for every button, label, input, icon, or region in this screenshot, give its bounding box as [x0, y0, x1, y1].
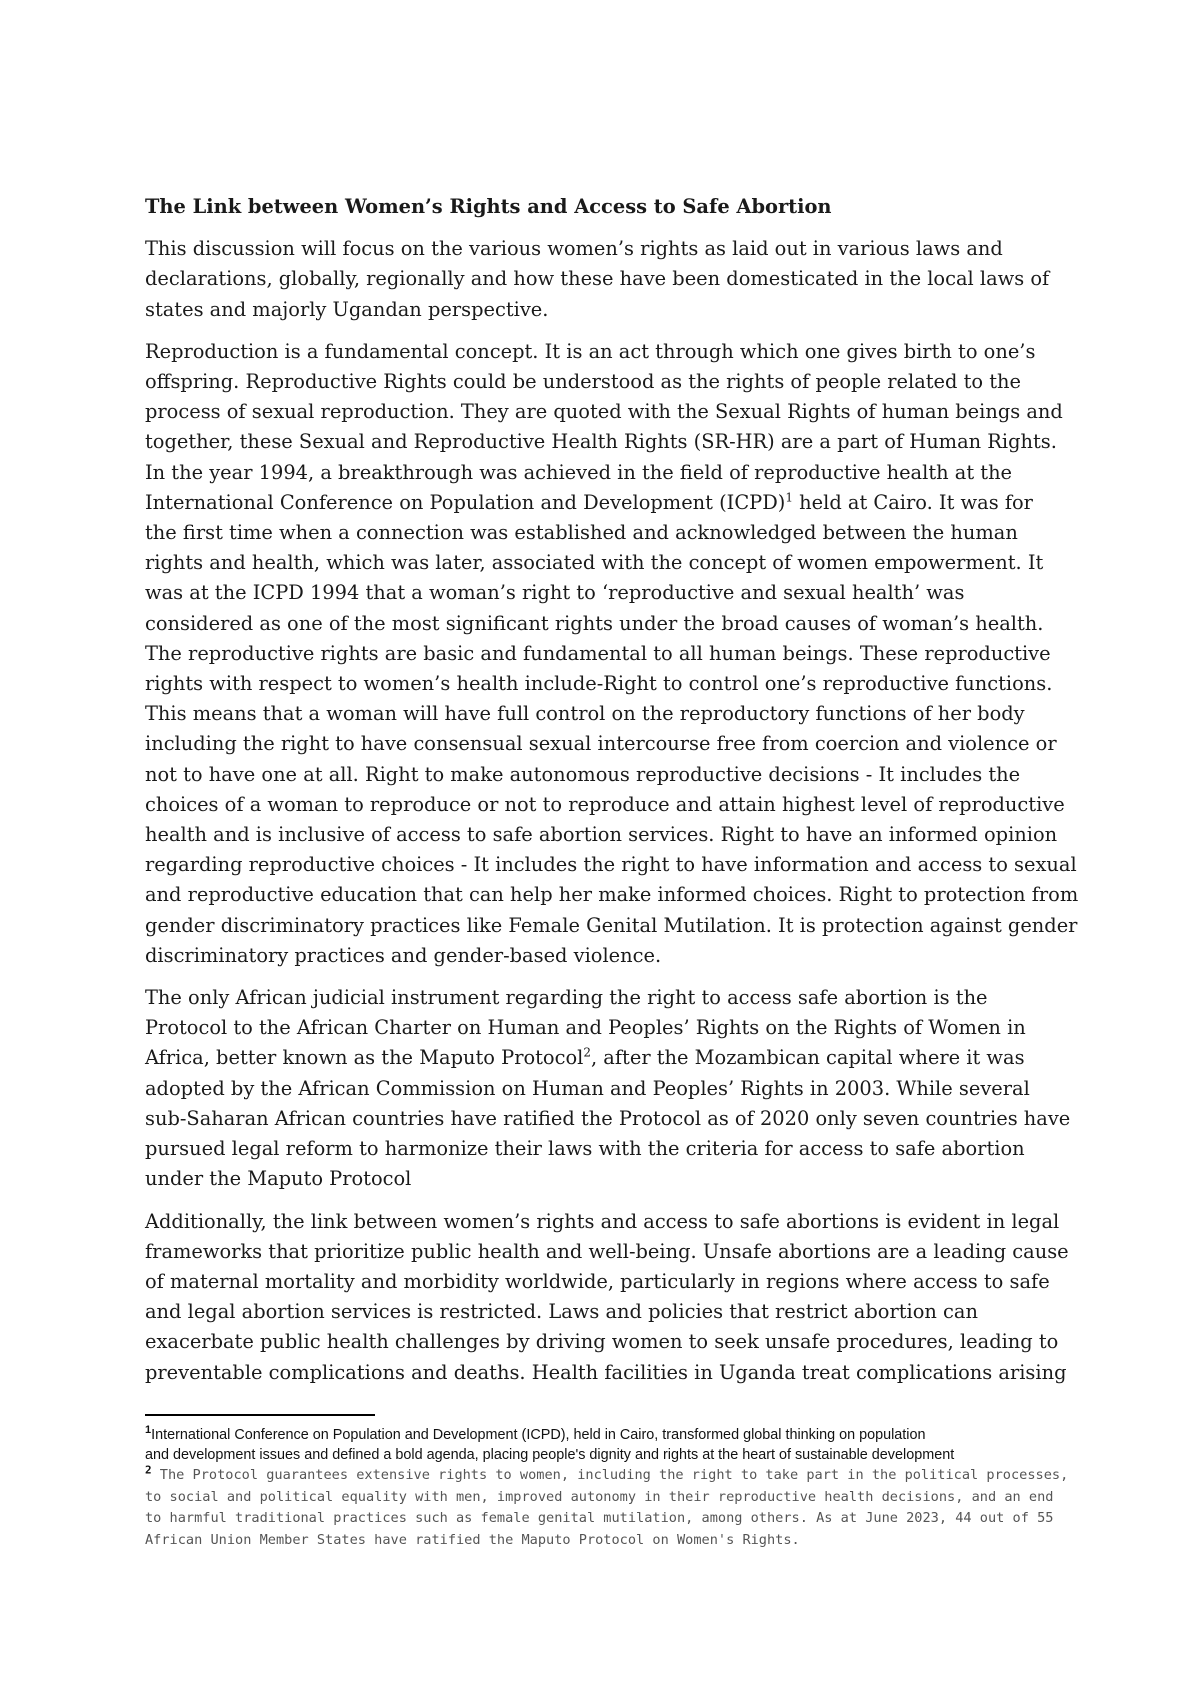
text-segment: held at Cairo. It was for	[792, 490, 1033, 514]
text-line: regarding reproductive choices - It includes the right to have information and access to sexual	[145, 853, 1077, 877]
footnotes	[145, 1426, 1075, 1551]
footnote-1	[145, 1426, 1075, 1465]
text-line: frameworks that prioritize public health and well-being. Unsafe abortions are a leading cause	[145, 1239, 1069, 1263]
footnote-number: 1	[145, 1424, 152, 1437]
paragraph-reproductive-rights	[145, 337, 1079, 971]
footnote-separator	[145, 1414, 375, 1416]
text-line: choices of a woman to reproduce or not to reproduce and attain highest level of reproductive	[145, 792, 1065, 816]
paragraph-maputo-protocol	[145, 983, 1075, 1194]
text-line: and legal abortion services is restricted. Laws and policies that restrict abortion can	[145, 1300, 978, 1324]
text-line: was at the ICPD 1994 that a woman’s right to ‘reproductive and sexual health’ was	[145, 581, 965, 605]
text-line: pursued legal reform to harmonize their laws with the criteria for access to safe abortion	[145, 1137, 1025, 1161]
text-segment: Africa, better known as the Maputo Protocol	[145, 1046, 584, 1070]
text-segment: International Conference on Population and Development (ICPD)	[145, 490, 786, 514]
text-line: declarations, globally, regionally and how these have been domesticated in the local laws of	[145, 267, 1050, 291]
text-line: of maternal mortality and morbidity worldwide, particularly in regions where access to safe	[145, 1269, 1050, 1293]
text-line: This means that a woman will have full control on the reproductory functions of her body	[145, 702, 1025, 726]
text-line: not to have one at all. Right to make autonomous reproductive decisions - It includes the	[145, 762, 1021, 786]
text-line: Reproduction is a fundamental concept. It is an act through which one gives birth to one’s	[145, 339, 1036, 363]
footnote-ref-2[interactable]: 2	[583, 1046, 591, 1061]
footnote-line: African Union Member States have ratified the Maputo Protocol on Women's Rights.	[145, 1531, 800, 1548]
document-title: The Link between Women’s Rights and Access to Safe Abortion	[145, 195, 832, 218]
text-line: In the year 1994, a breakthrough was achieved in the field of reproductive health at the	[145, 460, 1013, 484]
paragraph-public-health	[145, 1207, 1075, 1388]
footnote-text: The Protocol guarantees extensive rights to women, including the right to take part in the political processes,	[151, 1467, 1069, 1483]
text-line: This discussion will focus on the various women’s rights as laid out in various laws and	[145, 237, 1003, 261]
paragraph-intro	[145, 234, 1075, 325]
footnote-line: and development issues and defined a bold agenda, placing people's dignity and rights at the heart of sustainable development	[145, 1446, 955, 1463]
text-line: together, these Sexual and Reproductive Health Rights (SR-HR) are a part of Human Rights.	[145, 430, 1057, 454]
text-line: discriminatory practices and gender-based violence.	[145, 943, 662, 967]
text-line: the first time when a connection was established and acknowledged between the human	[145, 521, 1018, 545]
text-line: considered as one of the most significant rights under the broad causes of woman’s health.	[145, 611, 1044, 635]
footnote-text: International Conference on Population and Development (ICPD), held in Cairo, transformed global thinking on population	[151, 1427, 926, 1443]
text-line: under the Maputo Protocol	[145, 1167, 412, 1191]
text-line: The only African judicial instrument regarding the right to access safe abortion is the	[145, 986, 988, 1010]
text-line: Additionally, the link between women’s rights and access to safe abortions is evident in legal	[145, 1209, 1060, 1233]
footnote-line	[145, 1465, 1075, 1487]
footnote-number: 2	[145, 1463, 152, 1477]
document-body	[145, 192, 1079, 1400]
text-segment: , after the Mozambican capital where it was	[590, 1046, 1025, 1070]
text-line: The reproductive rights are basic and fundamental to all human beings. These reproductive	[145, 641, 1051, 665]
text-line: gender discriminatory practices like Female Genital Mutilation. It is protection against gender	[145, 913, 1078, 937]
text-line: sub-Saharan African countries have ratified the Protocol as of 2020 only seven countries have	[145, 1106, 1071, 1130]
footnote-line: to social and political equality with men, improved autonomy in their reproductive health decisions, and an end	[145, 1488, 1054, 1505]
text-line-with-footnote-ref	[145, 488, 1075, 518]
text-line: adopted by the African Commission on Human and Peoples’ Rights in 2003. While several	[145, 1076, 1030, 1100]
text-line: and reproductive education that can help her make informed choices. Right to protection from	[145, 883, 1079, 907]
footnote-ref-1[interactable]: 1	[785, 490, 793, 505]
text-line-with-footnote-ref	[145, 1043, 1075, 1073]
text-line: exacerbate public health challenges by driving women to seek unsafe procedures, leading to	[145, 1330, 1059, 1354]
text-line: preventable complications and deaths. Health facilities in Uganda treat complications arising	[145, 1360, 1067, 1384]
footnote-line	[145, 1426, 1075, 1446]
text-line: rights with respect to women’s health include-Right to control one’s reproductive functions.	[145, 672, 1053, 696]
text-line: health and is inclusive of access to safe abortion services. Right to have an informed opinion	[145, 823, 1058, 847]
text-line: Protocol to the African Charter on Human and Peoples’ Rights on the Rights of Women in	[145, 1016, 1026, 1040]
text-line: states and majorly Ugandan perspective.	[145, 297, 549, 321]
footnote-line: to harmful traditional practices such as female genital mutilation, among others. As at June 2023, 44 out of 55	[145, 1510, 1054, 1526]
footnote-2	[145, 1465, 1075, 1551]
text-line: rights and health, which was later, associated with the concept of women empowerment. It	[145, 551, 1044, 575]
text-line: process of sexual reproduction. They are quoted with the Sexual Rights of human beings and	[145, 400, 1063, 424]
text-line: including the right to have consensual sexual intercourse free from coercion and violence or	[145, 732, 1057, 756]
text-line: offspring. Reproductive Rights could be understood as the rights of people related to the	[145, 370, 1021, 394]
